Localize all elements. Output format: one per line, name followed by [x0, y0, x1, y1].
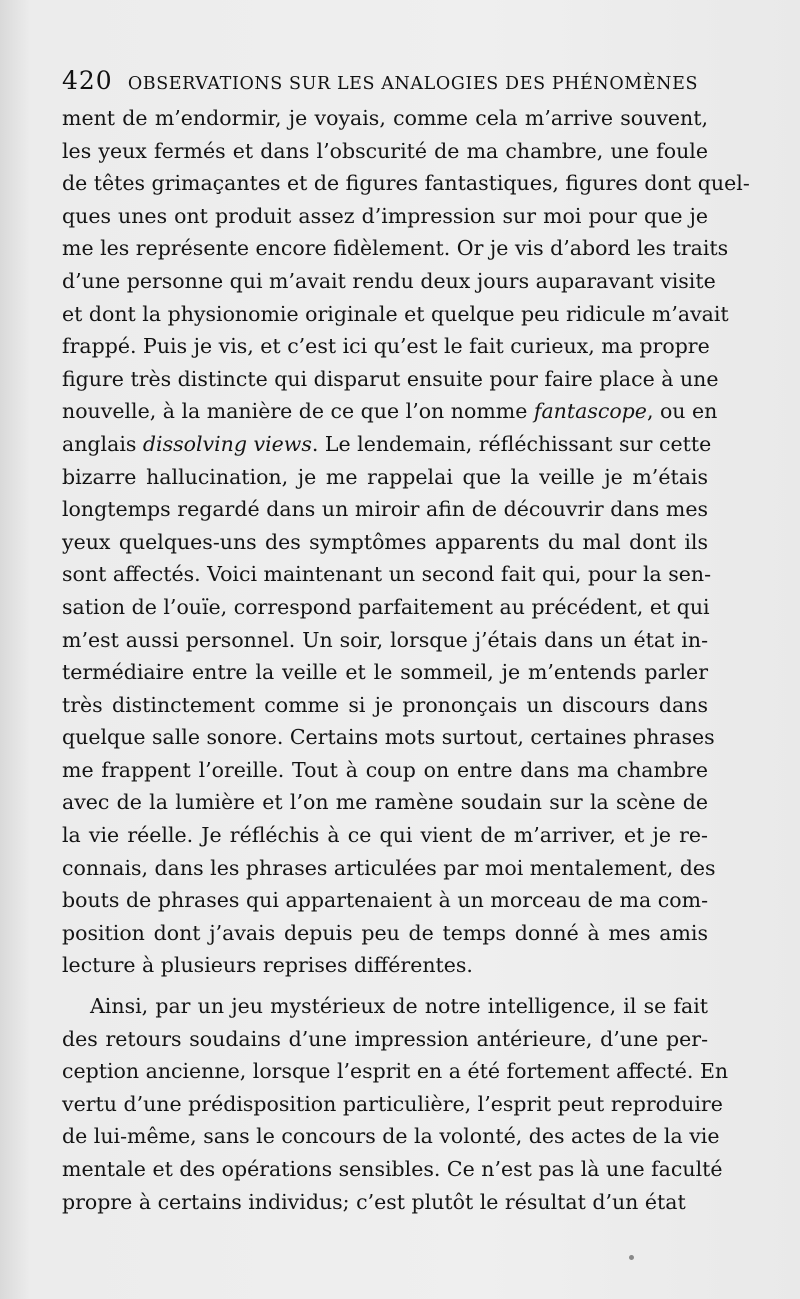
text-line: anglais dissolving views. Le lendemain, réfléchissant sur cette	[62, 431, 712, 456]
text-line: sont affectés. Voici maintenant un second fait qui, pour la sen-	[62, 562, 712, 587]
text-line: avec de la lumière et l’on me ramène soudain sur la scène de	[62, 790, 708, 815]
text-line: des retours soudains d’une impression antérieure, d’une per-	[62, 1026, 708, 1051]
text-line: les yeux fermés et dans l’obscurité de ma chambre, une foule	[62, 138, 708, 163]
text-line: d’une personne qui m’avait rendu deux jours auparavant visite	[62, 268, 716, 293]
text-line: ception ancienne, lorsque l’esprit en a été fortement affecté. En	[62, 1059, 729, 1084]
text-line: ques unes ont produit assez d’impression sur moi pour que je	[62, 203, 708, 228]
paragraph	[62, 102, 750, 982]
text-line: me frappent l’oreille. Tout à coup on entre dans ma chambre	[62, 757, 708, 782]
text-line: vertu d’une prédisposition particulière, l’esprit peut reproduire	[62, 1091, 723, 1116]
page-number: 420	[62, 66, 113, 95]
text-line: sation de l’ouïe, correspond parfaitement au précédent, et qui	[62, 594, 710, 619]
text-line: lecture à plusieurs reprises différentes.	[62, 953, 473, 978]
text-line: position dont j’avais depuis peu de temps donné à mes amis	[62, 920, 708, 945]
text-line: me les représente encore fidèlement. Or je vis d’abord les traits	[62, 236, 729, 261]
text-line: de lui-même, sans le concours de la volonté, des actes de la vie	[62, 1124, 720, 1149]
running-title: OBSERVATIONS SUR LES ANALOGIES DES PHÉNOMÈNES	[127, 74, 699, 94]
text-line: propre à certains individus; c’est plutôt le résultat d’un état	[62, 1189, 686, 1214]
text-line: connais, dans les phrases articulées par moi mentalement, des	[62, 855, 716, 880]
text-line: Ainsi, par un jeu mystérieux de notre intelligence, il se fait	[90, 994, 708, 1019]
paragraph	[62, 990, 729, 1218]
text-line: frappé. Puis je vis, et c’est ici qu’est le fait curieux, ma propre	[62, 334, 710, 359]
body-text	[62, 102, 750, 1218]
text-line: bouts de phrases qui appartenaient à un morceau de ma com-	[62, 888, 708, 913]
text-line: m’est aussi personnel. Un soir, lorsque j’étais dans un état in-	[62, 627, 708, 652]
text-line: très distinctement comme si je prononçais un discours dans	[62, 692, 708, 717]
text-line: mentale et des opérations sensibles. Ce n’est pas là une faculté	[62, 1157, 723, 1181]
text-line: et dont la physionomie originale et quelque peu ridicule m’avait	[62, 301, 729, 326]
text-line: figure très distincte qui disparut ensuite pour faire place à une	[62, 366, 719, 391]
text-line: quelque salle sonore. Certains mots surtout, certaines phrases	[62, 725, 715, 750]
text-line: longtemps regardé dans un miroir afin de découvrir dans mes	[62, 497, 708, 522]
ink-speck	[629, 1255, 634, 1260]
text-line: la vie réelle. Je réfléchis à ce qui vient de m’arriver, et je re-	[62, 823, 708, 848]
page-header	[62, 66, 722, 95]
text-line: nouvelle, à la manière de ce que l’on nomme fantascope, ou en	[62, 399, 718, 424]
text-line: ment de m’endormir, je voyais, comme cela m’arrive souvent,	[62, 106, 708, 130]
text-line: termédiaire entre la veille et le sommeil, je m’entends parler	[62, 660, 708, 685]
text-line: yeux quelques-uns des symptômes apparents du mal dont ils	[62, 529, 708, 554]
text-line: bizarre hallucination, je me rappelai que la veille je m’étais	[62, 464, 708, 489]
text-line: de têtes grimaçantes et de figures fantastiques, figures dont quel-	[62, 171, 750, 196]
